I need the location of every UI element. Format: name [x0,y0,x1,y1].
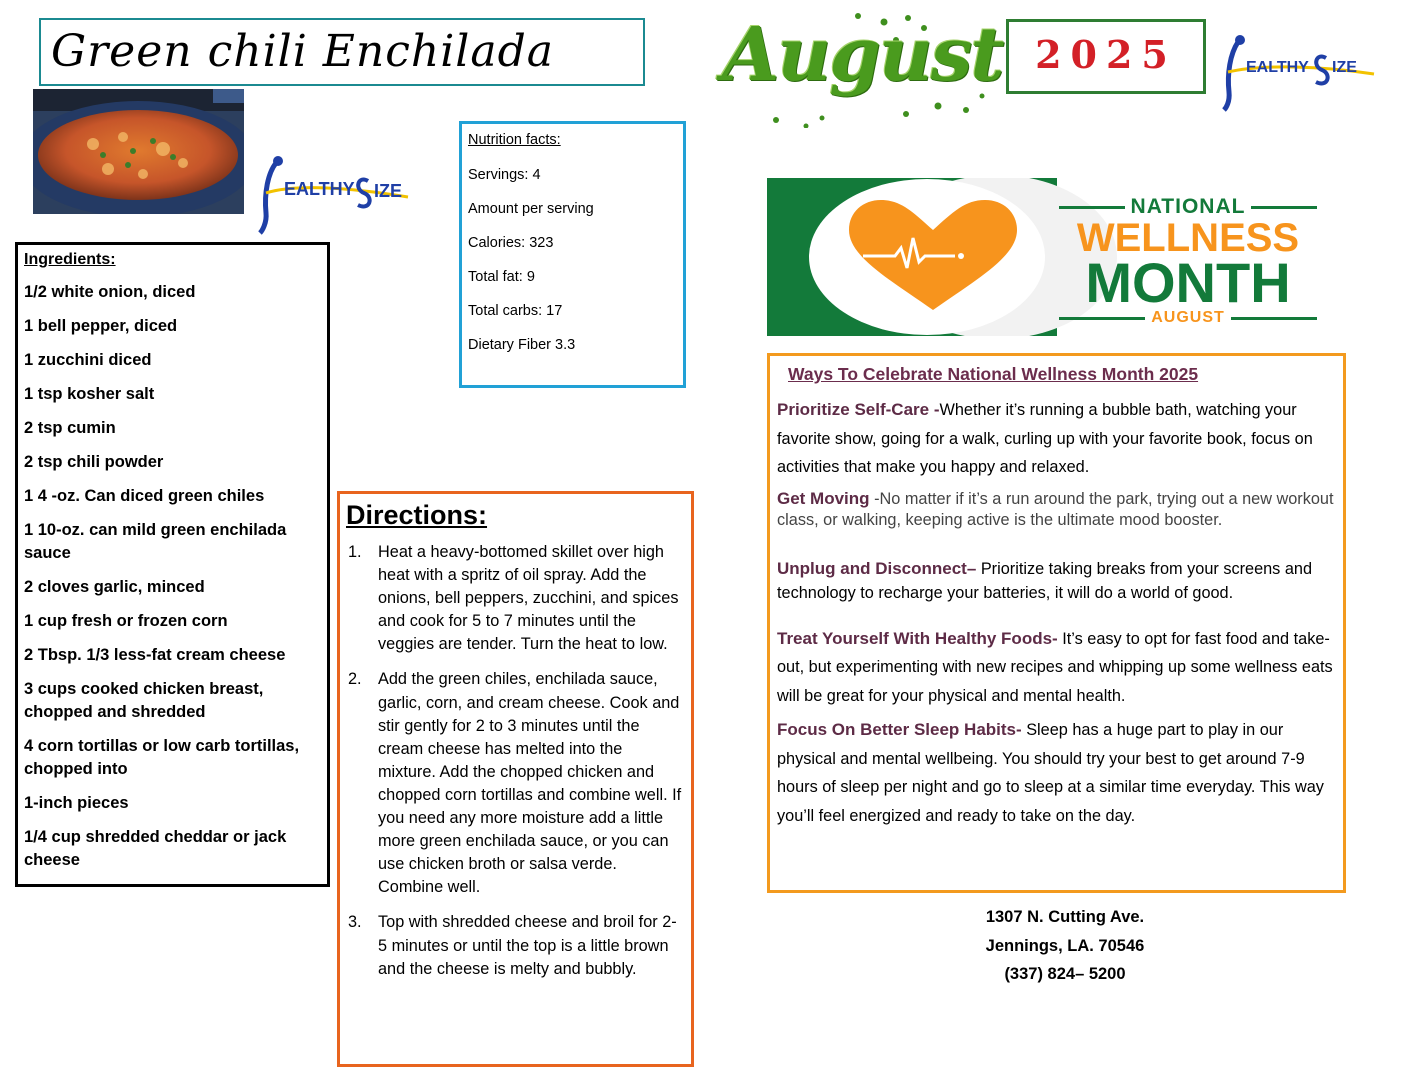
wellness-tips-box [767,353,1346,893]
step-text: Add the green chiles, enchilada sauce, garlic, corn, and cream cheese. Cook and stir gently for 2 to 3 minutes until the cream cheese has melted into the mixture. Add the chopped chicken and chopped corn tortillas and combine well. If you need any more moisture add a little more green enchilada sauce, or you can use chicken broth or salsa verde. Combine well. [378,670,682,897]
svg-text:EALTHY: EALTHY [284,179,355,199]
address-block [900,903,1230,989]
tip-text: It’s easy to opt for fast food and take-out, but experimenting with new recipes and whipping up some wellness eats will be great for your physical and mental health. [777,629,1333,705]
recipe-title: Green chili Enchilada [51,26,554,77]
nutrition-row: Total carbs: 17 [468,303,563,319]
tip-text: Prioritize taking breaks from your screens and technology to recharge your batteries, it will do a world of good. [777,559,1313,602]
svg-text:IZE: IZE [374,181,403,201]
step-number: 2. [348,670,362,689]
ingredient-item: 1-inch pieces [24,794,129,812]
nutrition-facts-box [459,121,686,388]
nutrition-row: Amount per serving [468,201,594,217]
tip-lead: Get Moving [777,488,870,508]
ingredients-header: Ingredients: [24,251,116,268]
wellness-tip [777,396,1335,482]
recipe-title-box [39,18,645,86]
step-number: 3. [348,913,362,932]
ingredient-item: 2 tsp cumin [24,419,116,437]
ingredient-item: 2 tsp chili powder [24,453,164,471]
wellness-tip [777,625,1335,711]
ingredient-item: 1/2 white onion, diced [24,283,196,301]
tip-lead: Focus On Better Sleep Habits- [777,720,1022,739]
nutrition-row: Total fat: 9 [468,269,535,285]
nutrition-header: Nutrition facts: [468,132,561,148]
step-text: Top with shredded cheese and broil for 2-5 minutes or until the top is a little brown and the cheese is melty and bubbly. [378,913,677,978]
national-wellness-month-banner [767,178,1317,336]
direction-step [346,911,684,980]
address-street: 1307 N. Cutting Ave. [985,908,1145,926]
enchilada-photo [33,89,244,214]
tip-lead: Prioritize Self-Care - [777,400,940,419]
ingredient-item: 2 cloves garlic, minced [24,578,205,596]
banner-line-month: MONTH [1085,251,1291,314]
ingredient-item: 2 Tbsp. 1/3 less-fat cream cheese [24,646,286,664]
svg-text:EALTHY: EALTHY [1246,59,1309,76]
tip-text: Sleep has a huge part to play in our physical and mental wellbeing. You should try your best to get around 7-9 hours of sleep per night and go to sleep at a similar time everyday. This way you’ll feel energized and ready to take on the day. [777,721,1324,825]
tip-text: Whether it’s running a bubble bath, watching your favorite show, going for a walk, curling up with your favorite book, focus on activities that make you happy and relaxed. [777,401,1313,476]
nutrition-row: Calories: 323 [468,235,554,251]
ingredient-item: 1 tsp kosher salt [24,385,155,403]
ingredient-item: 3 cups cooked chicken breast, chopped and shredded [24,680,264,721]
wellness-tips-header: Ways To Celebrate National Wellness Month 2025 [788,364,1199,384]
svg-text:IZE: IZE [1332,59,1357,76]
ingredient-item: 1/4 cup shredded cheddar or jack cheese [24,828,287,869]
address-phone: (337) 824– 5200 [1004,965,1126,984]
ingredient-item: 4 corn tortillas or low carb tortillas, chopped into [24,737,300,778]
directions-list [346,541,684,981]
ingredient-item: 1 zucchini diced [24,351,152,369]
ingredient-item: 1 bell pepper, diced [24,317,178,335]
ingredient-item: 1 cup fresh or frozen corn [24,612,228,630]
wellness-tip [777,557,1335,605]
wellness-tip [777,488,1335,531]
month-heading [716,10,1003,128]
healthy-size-logo-top [1222,34,1378,112]
banner-line-wellness: WELLNESS [1076,216,1300,260]
ingredients-box [15,242,330,887]
nutrition-row: Dietary Fiber 3.3 [468,337,576,353]
tip-lead: Treat Yourself With Healthy Foods- [777,628,1058,648]
healthy-size-logo [258,153,420,235]
ingredient-item: 1 4 -oz. Can diced green chiles [24,487,265,505]
tip-text: -No matter if it’s a run around the park, trying out a new workout class, or walking, keeping active is the ultimate mood booster. [777,489,1334,529]
directions-box [337,491,694,1067]
banner-line-august: AUGUST [1151,309,1225,326]
tip-lead: Unplug and Disconnect– [777,558,977,578]
directions-header: Directions: [346,500,488,530]
ingredient-item: 1 10-oz. can mild green enchilada sauce [24,521,287,562]
address-city: Jennings, LA. 70546 [985,936,1145,955]
nutrition-row: Servings: 4 [468,167,541,183]
direction-step [346,541,684,656]
step-number: 1. [348,543,362,561]
year-text: 2025 [1035,32,1177,77]
banner-line-national: NATIONAL [1130,195,1246,218]
wellness-tip [777,716,1335,830]
month-text: August [722,12,1003,98]
step-text: Heat a heavy-bottomed skillet over high heat with a spritz of oil spray. Add the onions, bell peppers, zucchini, and spices and cook for 5 to 7 minutes until the veggies are tender. Turn the heat to low. [378,543,679,654]
year-box [1006,19,1206,94]
direction-step [346,668,684,899]
